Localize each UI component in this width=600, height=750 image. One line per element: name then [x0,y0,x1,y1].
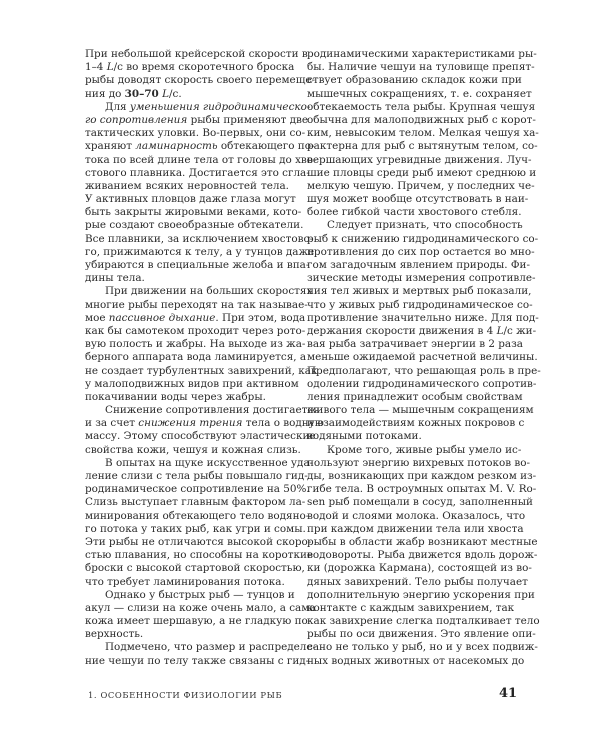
text-segment: кожа имеет шершавую, а не гладкую по- [85,615,312,628]
text-segment: массу. Этому способствуют эластические [85,430,316,443]
italic-term: пассивное дыхание [108,311,216,324]
text-segment: гом загадочным явлением природы. Фи- [307,259,530,271]
text-segment: гибе тела. В остроумных опытах M. V. Ro- [307,483,537,496]
text-line [307,100,536,114]
text-line [85,615,312,628]
text-segment: родинамическое сопротивление на 50%. [85,483,310,496]
text-line [85,272,289,285]
italic-term: ламинарность [135,140,218,153]
text-segment: Эти рыбы не отличаются высокой скоро- [85,535,312,548]
text-line [307,417,525,430]
text-line [85,48,308,61]
paragraph [85,100,317,286]
text-segment: рыбы применяют две [187,113,309,126]
text-segment: быть закрыты жировыми веками, кото- [85,206,302,219]
text-line [307,522,524,536]
text-line [85,456,314,470]
text-line [85,654,310,668]
paragraph [85,641,317,667]
text-line [85,588,295,602]
text-line [307,641,538,654]
text-segment: sen рыб помещали в сосуд, заполненный [307,496,533,509]
text-segment: рые создают своеобразные обтекатели. [85,219,304,232]
text-line [85,338,306,351]
text-line [85,245,315,259]
text-segment: При движении на больших скоростях [105,285,313,298]
text-segment: В опытах на щуке искусственное уда- [105,456,314,469]
text-segment: противления до сих пор остается во мно- [307,245,535,258]
text-line [307,87,532,101]
text-segment: /с жи- [503,324,537,337]
text-line [307,311,539,325]
text-segment: свойства кожи, чешуя и кожная слизь. [85,443,301,456]
text-segment: ния тел живых и мертвых рыб показали, [307,285,532,298]
text-segment: . При этом, вода [215,311,306,324]
text-line [85,535,312,549]
text-segment: тактических уловки. Во-первых, они со- [85,127,306,140]
text-line [307,153,532,167]
text-segment: и за счет [85,417,139,430]
text-segment: водовороты. Рыба движется вдоль дорож- [307,549,538,562]
paragraph [85,48,316,101]
text-segment: ствует образованию складок кожи при [307,74,522,87]
text-line [307,245,535,259]
text-line [85,562,305,575]
text-line [85,166,310,180]
text-segment: Однако у быстрых рыб — тунцов и [105,588,295,601]
text-segment: сано не только у рыб, но и у всех подвиж- [307,641,538,654]
text-line [307,483,537,496]
text-line [85,391,289,404]
text-line [307,628,536,641]
text-segment: ния до [85,87,125,100]
text-line [85,324,306,338]
text-line [85,113,309,127]
text-segment: мое [85,311,109,324]
running-footer-chapter: 1. ОСОБЕННОСТИ ФИЗИОЛОГИИ РЫБ [88,690,283,700]
text-line [307,470,537,483]
text-segment: что требует ламинирования потока. [85,575,285,588]
text-segment: минирования обтекающего тело водяно- [85,509,310,522]
text-segment: Подмечено, что размер и распределе- [105,641,317,654]
paragraph [307,219,541,443]
text-line [307,588,535,602]
text-segment: Все плавники, за исключением хвостово- [85,232,314,245]
text-segment: контакте с каждым завихрением, так [307,601,515,614]
text-segment: живого тела — мышечным сокращениям [307,404,534,417]
text-segment: бы. Наличие чешуи на туловище препят- [307,61,535,74]
text-line [307,193,529,206]
text-line [307,509,526,523]
right-text-column [307,48,541,668]
text-line [307,285,532,298]
text-line [85,377,299,391]
text-segment: дяных завихрений. Тело рыбы получает [307,575,528,588]
text-segment: мелкую чешую. Причем, у последних че- [307,179,535,192]
italic-term: L [106,61,114,74]
text-segment: как бы самотеком проходит через рото- [85,324,306,337]
text-segment: одолении гидродинамического сопротив- [307,377,537,390]
text-line [307,456,531,470]
text-segment: рыб к снижению гидродинамического со- [307,232,539,245]
page-number: 41 [499,686,518,701]
text-line [307,127,539,140]
paragraph [85,588,316,642]
text-line [307,654,525,668]
text-line [85,74,316,87]
text-segment: рыбы доводят скорость своего перемеще- [85,74,316,87]
text-line [85,311,306,325]
text-segment: родинамическими характеристиками ры- [307,48,537,60]
text-line [307,443,522,457]
text-line [307,549,538,562]
text-segment: го потока у таких рыб, как угри и сомы. [85,522,306,535]
text-segment: Следует признать, что способность [327,219,523,232]
text-segment: зические методы измерения сопротивле- [307,272,536,285]
italic-term: L [162,87,170,100]
text-segment: водяными потоками. [307,430,422,443]
text-line [85,180,289,193]
text-segment: тела о водную [242,417,324,430]
text-line [85,259,310,272]
text-segment: рактерна для рыб с вытянутым телом, со- [307,140,538,153]
text-segment: го, прижимаются к телу, а у тунцов даже [85,245,315,258]
text-line [307,430,511,443]
text-line [85,509,310,523]
text-line [85,206,302,219]
text-segment: /с во время скоротечного броска [113,61,295,74]
text-line [307,206,522,219]
text-line [307,338,523,351]
text-segment: покачивании воды через жабры. [85,390,266,403]
italic-term: уменьшения гидродинамическо- [129,100,311,113]
text-segment: храняют [85,140,136,153]
text-line [307,351,538,364]
text-line [307,166,537,180]
text-segment: ким, невысоким телом. Мелкая чешуя ха- [307,127,539,140]
text-line [307,404,534,417]
text-segment: противление значительно ниже. Для под- [307,311,539,324]
text-line [307,219,523,232]
text-segment: и взаимодействиям кожных покровов с [307,417,525,430]
text-segment: Предполагают, что решающая роль в пре- [307,364,541,377]
text-line [307,140,538,153]
text-segment: вершающих угревидные движения. Луч- [307,153,532,166]
text-line [307,390,523,404]
text-segment: ление слизи с тела рыбы повышало гид- [85,470,308,482]
text-segment: Для [105,100,130,113]
text-line [307,615,540,628]
text-line [85,443,301,457]
text-segment: обычна для малоподвижных рыб с корот- [307,113,536,126]
text-segment: у малоподвижных видов при активном [85,377,299,390]
text-line [85,404,320,417]
text-segment: берного аппарата вода ламинируется, а [85,351,307,364]
text-line [85,153,317,167]
text-segment: стью плавания, но способны на короткие [85,549,314,562]
text-line [307,232,539,246]
paragraph [85,285,318,404]
text-line [307,298,533,312]
text-segment: ления принадлежит особым свойствам [307,390,523,403]
text-segment: шуя может вообще отсутствовать в наи- [307,193,529,206]
text-segment: вую полость и жабры. На выходе из жа- [85,338,306,351]
text-line [307,562,532,575]
text-line [307,113,536,127]
text-segment: шие пловцы среди рыб имеют среднюю и [307,166,537,179]
text-line [307,601,515,615]
text-line [85,61,295,74]
text-segment: Кроме того, живые рыбы умело ис- [327,443,522,456]
text-segment: как завихрение слегка подталкивает тело [307,615,540,628]
text-line [307,74,522,87]
text-line [85,576,289,589]
text-line [85,88,289,101]
text-line [85,430,316,443]
text-line [85,628,289,641]
text-line [307,364,541,378]
text-line [307,377,537,391]
text-segment: стового плавника. Достигается это сгла- [85,166,310,179]
text-segment: У активных пловцов даже глаза могут [85,193,296,206]
text-segment: живанием всяких неровностей тела. [85,179,289,192]
text-segment: верхность. [85,628,144,641]
text-line [307,272,536,285]
text-line [85,549,314,562]
text-segment: ние чешуи по телу также связаны с гид- [85,654,310,667]
text-line [85,470,308,483]
text-segment: рыбы по оси движения. Это явление опи- [307,628,536,641]
text-segment: что у живых рыб гидродинамическое со- [307,298,533,311]
text-line [85,351,307,364]
text-segment: ных водных животных от насекомых до [307,654,525,667]
text-segment: акул — слизи на коже очень мало, а сама [85,601,316,614]
text-line [307,259,530,272]
paragraph [307,443,540,668]
text-line [85,496,306,509]
paragraph [85,404,324,457]
text-segment: пользуют энергию вихревых потоков во- [307,456,531,469]
text-line [85,298,308,312]
text-segment: обтекающего по- [217,140,315,153]
text-segment: водой и слоями молока. Оказалось, что [307,509,526,522]
text-line [307,535,538,549]
text-segment: броски с высокой стартовой скоростью, [85,562,305,575]
text-segment: убираются в специальные желоба и впа- [85,259,310,271]
text-line [307,575,528,589]
text-line [85,522,306,536]
text-segment: Снижение сопротивления достигается [105,404,320,417]
text-segment: ды, возникающих при каждом резком из- [307,470,537,482]
text-segment: обтекаемость тела рыбы. Крупная чешуя [307,100,536,113]
text-line [85,232,314,246]
paragraph [307,48,539,219]
text-line [85,285,313,298]
text-segment: дины тела. [85,272,145,285]
text-segment: держания скорости движения в 4 [307,324,497,337]
text-line [307,61,535,74]
text-segment: не создает турбулентных завихрений, как [85,364,318,377]
text-segment: тока по всей длине тела от головы до хво- [85,153,317,166]
text-segment: дополнительную энергию ускорения при [307,588,535,601]
text-segment: при каждом движении тела или хвоста [307,522,524,535]
text-segment: При небольшой крейсерской скорости в [85,48,308,60]
text-line [85,417,324,430]
text-segment: ки (дорожка Кармана), состоящей из во- [307,562,532,575]
text-line [85,364,318,378]
paragraph [85,456,314,589]
text-line [85,483,310,496]
left-text-column [85,48,324,668]
bold-value: 30–70 [124,87,159,100]
text-line [85,100,311,114]
italic-term: L [496,324,504,337]
text-segment: меньше ожидаемой расчетной величины. [307,351,538,364]
italic-term: го сопротивления [85,113,188,126]
text-line [85,641,317,654]
text-segment: Слизь выступает главным фактором ла- [85,496,306,509]
text-line [307,179,535,193]
text-segment: вая рыба затрачивает энергии в 2 раза [307,338,523,351]
text-segment: /с. [169,87,182,100]
text-line [307,496,533,509]
italic-term: снижения трения [138,417,243,430]
text-segment: мышечных сокращениях, т. е. сохраняет [307,87,532,100]
text-line [85,601,316,615]
text-segment: многие рыбы переходят на так называе- [85,298,308,311]
text-line [85,193,296,206]
text-line [85,140,315,153]
text-segment: 1–4 [85,61,107,74]
text-line [307,48,537,61]
text-line [85,127,306,140]
text-line [85,219,304,232]
text-line [307,324,537,338]
text-segment: рыбы в области жабр возникают местные [307,535,538,548]
text-segment: более гибкой части хвостового стебля. [307,206,522,219]
